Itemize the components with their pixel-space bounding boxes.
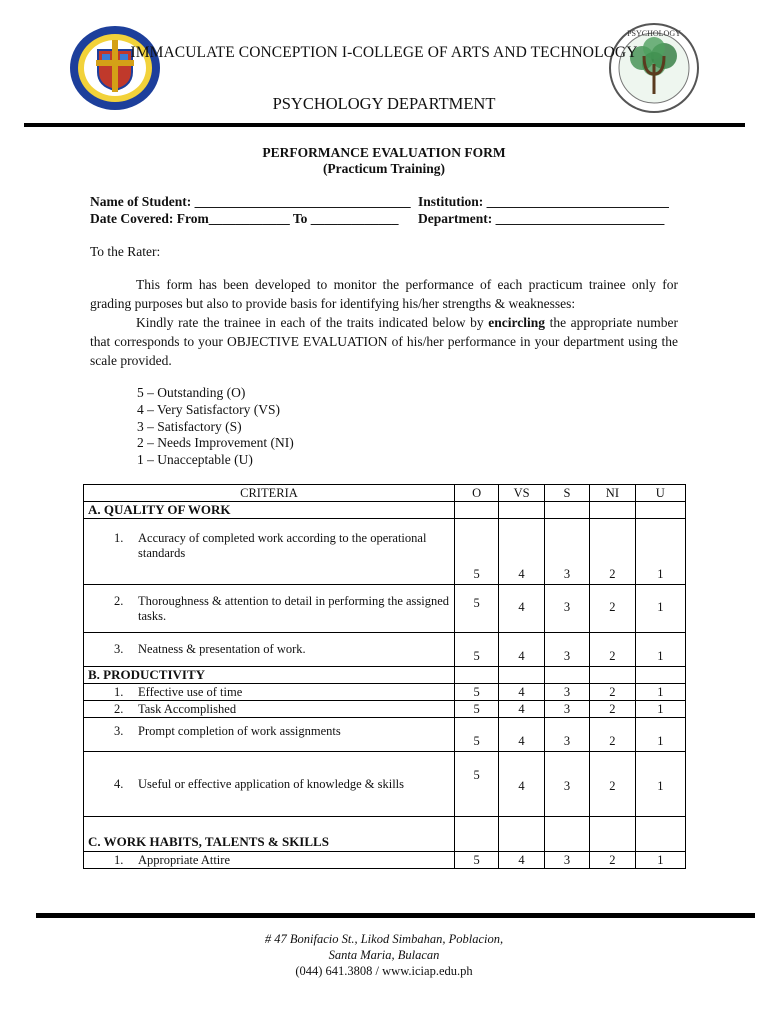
rating-s[interactable]: 3 <box>544 752 589 817</box>
section-productivity: B. PRODUCTIVITY <box>84 667 455 684</box>
rating-ni[interactable]: 2 <box>590 519 635 585</box>
rating-u[interactable]: 1 <box>635 585 685 633</box>
rating-u[interactable]: 1 <box>635 519 685 585</box>
rating-vs[interactable]: 4 <box>499 633 545 667</box>
rating-scale <box>137 385 294 469</box>
rating-vs[interactable]: 4 <box>499 852 545 869</box>
intro-paragraph-2: Kindly rate the trainee in each of the traits indicated below by encircling the appropriate number that corresponds to your OBJECTIVE EVALUATION of his/her performance in your department using the scale provided. <box>90 315 679 368</box>
table-row <box>84 752 686 817</box>
section-quality-of-work: A. QUALITY OF WORK <box>84 502 455 519</box>
section-row <box>84 502 686 519</box>
header-s: S <box>544 485 589 502</box>
header-vs: VS <box>499 485 545 502</box>
table-row <box>84 519 686 585</box>
date-covered-field[interactable]: Date Covered: From____________ To _____________ <box>90 211 399 226</box>
rating-u[interactable]: 1 <box>635 752 685 817</box>
rating-u[interactable]: 1 <box>635 852 685 869</box>
department-field[interactable]: Department: _________________________ <box>418 211 665 226</box>
criteria-cell: 4. Useful or effective application of knowledge & skills <box>84 752 455 817</box>
rating-ni[interactable]: 2 <box>590 684 635 701</box>
scale-item: 4 – Very Satisfactory (VS) <box>137 401 280 417</box>
rating-vs[interactable]: 4 <box>499 701 545 718</box>
salutation: To the Rater: <box>90 244 161 259</box>
rating-o[interactable]: 5 <box>454 752 498 817</box>
header-o: O <box>454 485 498 502</box>
scale-item: 3 – Satisfactory (S) <box>137 418 242 434</box>
criteria-cell: 1. Appropriate Attire <box>84 852 455 869</box>
rating-o[interactable]: 5 <box>454 519 498 585</box>
rating-vs[interactable]: 4 <box>499 519 545 585</box>
table-header-row <box>84 485 686 502</box>
table-row <box>84 718 686 752</box>
rating-ni[interactable]: 2 <box>590 752 635 817</box>
rating-ni[interactable]: 2 <box>590 633 635 667</box>
rating-ni[interactable]: 2 <box>590 701 635 718</box>
rating-s[interactable]: 3 <box>544 852 589 869</box>
rating-s[interactable]: 3 <box>544 585 589 633</box>
rating-vs[interactable]: 4 <box>499 752 545 817</box>
institution-field[interactable]: Institution: ___________________________ <box>418 194 669 209</box>
footer-address-line-1: # 47 Bonifacio St., Likod Simbahan, Poblacion, <box>264 932 504 946</box>
criteria-cell: 3. Prompt completion of work assignments <box>84 718 455 752</box>
intro-paragraph-1: This form has been developed to monitor the performance of each practicum trainee only for grading purposes but also to provide basis for identifying his/her strengths & weaknesses: <box>90 277 678 311</box>
scale-item: 5 – Outstanding (O) <box>137 385 246 400</box>
form-title-block <box>0 145 768 177</box>
encircling-emphasis: encircling <box>488 315 545 330</box>
table-row <box>84 633 686 667</box>
header-ni: NI <box>590 485 635 502</box>
footer-address-block <box>0 931 768 979</box>
table-row <box>84 852 686 869</box>
header-divider <box>24 123 745 127</box>
rating-s[interactable]: 3 <box>544 633 589 667</box>
scale-item: 1 – Unacceptable (U) <box>137 452 253 468</box>
rating-o[interactable]: 5 <box>454 585 498 633</box>
criteria-cell: 2. Thoroughness & attention to detail in performing the assigned tasks. <box>84 585 455 633</box>
rating-vs[interactable]: 4 <box>499 718 545 752</box>
criteria-cell: 3. Neatness & presentation of work. <box>84 633 455 667</box>
rating-ni[interactable]: 2 <box>590 585 635 633</box>
rating-s[interactable]: 3 <box>544 701 589 718</box>
footer-address-line-2: Santa Maria, Bulacan <box>328 948 440 962</box>
footer-contact[interactable]: (044) 641.3808 / www.iciap.edu.ph <box>295 964 473 978</box>
rating-vs[interactable]: 4 <box>499 585 545 633</box>
department-title: PSYCHOLOGY DEPARTMENT <box>272 94 496 113</box>
form-subtitle: (Practicum Training) <box>322 161 446 176</box>
rating-ni[interactable]: 2 <box>590 852 635 869</box>
rating-s[interactable]: 3 <box>544 718 589 752</box>
table-row <box>84 684 686 701</box>
rating-o[interactable]: 5 <box>454 718 498 752</box>
header-u: U <box>635 485 685 502</box>
rating-vs[interactable]: 4 <box>499 684 545 701</box>
name-of-student-field[interactable]: Name of Student: ________________________________ <box>90 194 411 209</box>
criteria-cell: 2. Task Accomplished <box>84 701 455 718</box>
rating-o[interactable]: 5 <box>454 633 498 667</box>
criteria-cell: 1. Accuracy of completed work according to the operational standards <box>84 519 455 585</box>
rating-o[interactable]: 5 <box>454 852 498 869</box>
form-title: PERFORMANCE EVALUATION FORM <box>262 145 506 160</box>
table-row <box>84 585 686 633</box>
rating-u[interactable]: 1 <box>635 684 685 701</box>
rating-o[interactable]: 5 <box>454 684 498 701</box>
section-row <box>84 817 686 852</box>
rating-ni[interactable]: 2 <box>590 718 635 752</box>
rating-u[interactable]: 1 <box>635 701 685 718</box>
header-criteria: CRITERIA <box>84 485 455 502</box>
college-name: IMMACULATE CONCEPTION I-COLLEGE OF ARTS AND TECHNOLOGY <box>130 44 638 61</box>
section-row <box>84 667 686 684</box>
rating-u[interactable]: 1 <box>635 718 685 752</box>
logo-ring-text: PSYCHOLOGY <box>627 29 681 38</box>
criteria-cell: 1. Effective use of time <box>84 684 455 701</box>
rating-s[interactable]: 3 <box>544 519 589 585</box>
rating-o[interactable]: 5 <box>454 701 498 718</box>
section-work-habits: C. WORK HABITS, TALENTS & SKILLS <box>84 817 455 852</box>
criteria-table <box>83 484 686 869</box>
rating-s[interactable]: 3 <box>544 684 589 701</box>
table-row <box>84 701 686 718</box>
footer-divider <box>36 913 755 918</box>
rating-u[interactable]: 1 <box>635 633 685 667</box>
scale-item: 2 – Needs Improvement (NI) <box>137 435 294 451</box>
